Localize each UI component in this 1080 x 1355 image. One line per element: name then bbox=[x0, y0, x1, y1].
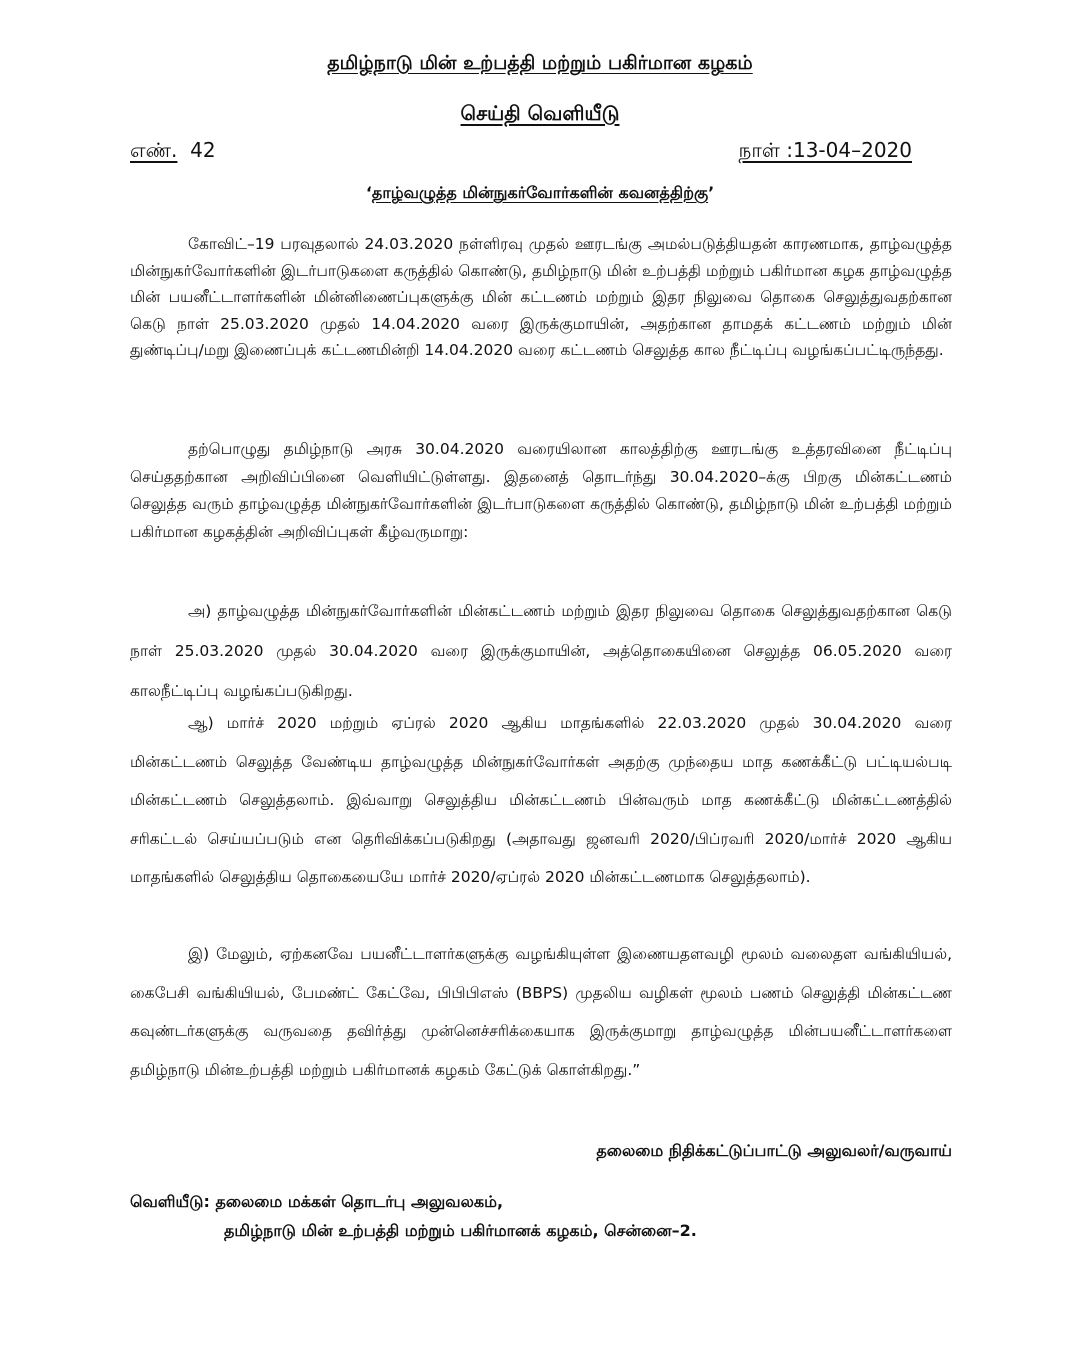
point-b-previous-bill-payment: ஆ) மார்ச் 2020 மற்றும் ஏப்ரல் 2020 ஆகிய மாதங்களில் 22.03.2020 முதல் 30.04.2020 வரை மின்கட்டணம் செலுத்த வேண்டிய தாழ்வழுத்த மின்நுகர்வோர்கள் அதற்கு முந்தைய மாத கணக்கீட்டு பட்டியல்படி மின்கட்டணம் செலுத்தலாம். இவ்வாறு செலுத்திய மின்கட்டணம் பின்வரும் மாத கணக்கீட்டு மின்கட்டணத்தில் சரிகட்டல் செய்யப்படும் என தெரிவிக்கப்படுகிறது (அதாவது ஜனவரி 2020/பிப்ரவரி 2020/மார்ச் 2020 ஆகிய மாதங்களில் செலுத்திய தொகையையே மார்ச் 2020/ஏப்ரல் 2020 மின்கட்டணமாக செலுத்தலாம்). bbox=[130, 714, 952, 886]
date-label: நாள் : bbox=[738, 138, 793, 162]
reference-value: 42 bbox=[190, 138, 216, 162]
release-line-2: தமிழ்நாடு மின் உற்பத்தி மற்றும் பகிர்மானக் கழகம், சென்னை–2. bbox=[224, 1221, 697, 1240]
paragraph-lockdown-extension: தற்பொழுது தமிழ்நாடு அரசு 30.04.2020 வரையிலான காலத்திற்கு ஊரடங்கு உத்தரவினை நீட்டிப்பு செய்ததற்கான அறிவிப்பினை வெளியிட்டுள்ளது. இதனைத் தொடர்ந்து 30.04.2020–க்கு பிறகு மின்கட்டணம் செலுத்த வரும் தாழ்வழுத்த மின்நுகர்வோர்களின் இடர்பாடுகளை கருத்தில் கொண்டு, தமிழ்நாடு மின் உற்பத்தி மற்றும் பகிர்மான கழகத்தின் அறிவிப்புகள் கீழ்வருமாறு: bbox=[130, 440, 952, 541]
subject-close-quote: ’ bbox=[708, 183, 715, 202]
subject-open-quote: ‘ bbox=[365, 183, 372, 202]
paragraph-lockdown-background: கோவிட்–19 பரவுதலால் 24.03.2020 நள்ளிரவு முதல் ஊரடங்கு அமல்படுத்தியதன் காரணமாக, தாழ்வழுத்த மின்நுகர்வோர்களின் இடர்பாடுகளை கருத்தில் கொண்டு, தமிழ்நாடு மின் உற்பத்தி மற்றும் பகிர்மான கழக தாழ்வழுத்த மின் பயனீட்டாளர்களின் மின்னிணைப்புகளுக்கு மின் கட்டணம் மற்றும் இதர நிலுவை தொகை செலுத்துவதற்கான கெடு நாள் 25.03.2020 முதல் 14.04.2020 வரை இருக்குமாயின், அதற்கான தாமதக் கட்டணம் மற்றும் மின் துண்டிப்பு/மறு இணைப்புக் கட்டணமின்றி 14.04.2020 வரை கட்டணம் செலுத்த கால நீட்டிப்பு வழங்கப்பட்டிருந்தது. bbox=[130, 235, 952, 359]
organization-title: தமிழ்நாடு மின் உற்பத்தி மற்றும் பகிர்மான கழகம் bbox=[327, 52, 753, 74]
reference-label: எண். bbox=[130, 138, 178, 162]
release-label: வெளியீடு: bbox=[130, 1192, 210, 1211]
point-a-due-date-extension: அ) தாழ்வழுத்த மின்நுகர்வோர்களின் மின்கட்டணம் மற்றும் இதர நிலுவை தொகை செலுத்துவதற்கான கெடு நாள் 25.03.2020 முதல் 30.04.2020 வரை இருக்குமாயின், அத்தொகையினை செலுத்த 06.05.2020 வரை காலநீட்டிப்பு வழங்கப்படுகிறது. bbox=[130, 602, 952, 700]
release-line-1 bbox=[130, 1192, 503, 1213]
date-line bbox=[739, 138, 912, 165]
subject-line bbox=[0, 183, 1080, 204]
reference-row bbox=[130, 138, 912, 165]
point-c-online-payment-advice: இ) மேலும், ஏற்கனவே பயனீட்டாளர்களுக்கு வழங்கியுள்ள இணையதளவழி மூலம் வலைதள வங்கியியல், கைபேசி வங்கியியல், பேமண்ட் கேட்வே, பிபிபிஎஸ் (BBPS) முதலிய வழிகள் மூலம் பணம் செலுத்தி மின்கட்டண கவுண்டர்களுக்கு வருவதை தவிர்த்து முன்னெச்சரிக்கையாக இருக்குமாறு தாழ்வழுத்த மின்பயனீட்டாளர்களை தமிழ்நாடு மின்உற்பத்தி மற்றும் பகிர்மானக் கழகம் கேட்டுக் கொள்கிறது.” bbox=[130, 945, 952, 1079]
reference-number bbox=[130, 138, 216, 165]
document-type-heading: செய்தி வெளியீடு bbox=[460, 101, 620, 125]
date-value: 13-04–2020 bbox=[792, 138, 912, 162]
signatory: தலைமை நிதிக்கட்டுப்பாட்டு அலுவலர்/வருவாய் bbox=[596, 1141, 952, 1160]
release-office: தலைமை மக்கள் தொடர்பு அலுவலகம், bbox=[215, 1192, 504, 1211]
subject-text: தாழ்வழுத்த மின்நுகர்வோர்களின் கவனத்திற்கு bbox=[371, 183, 709, 202]
